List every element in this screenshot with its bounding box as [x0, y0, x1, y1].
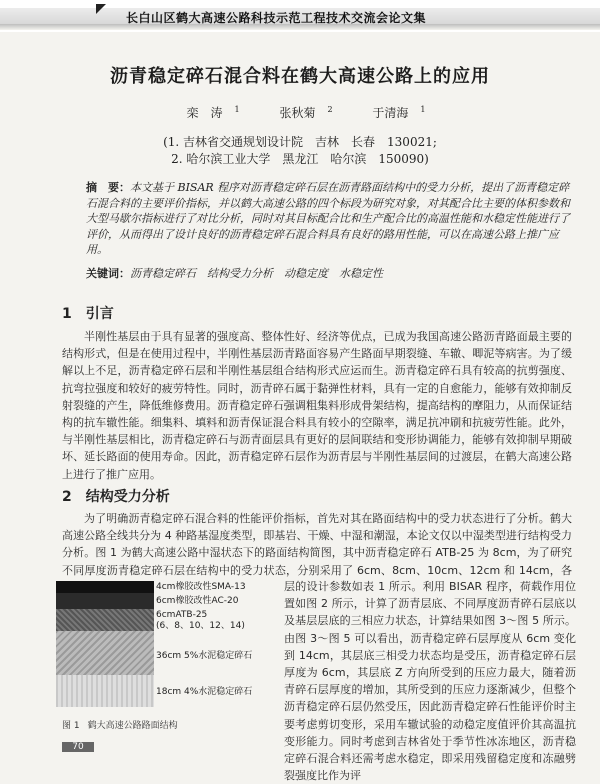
layer-cement-18cm [56, 675, 154, 707]
layer-label: 18cm 4%水泥稳定碎石 [156, 687, 253, 697]
affiliation: (1. 吉林省交通规划设计院 吉林 长春 130021; [163, 135, 437, 149]
keywords-text: 沥青稳定碎石 结构受力分析 动稳定度 水稳定性 [130, 267, 383, 280]
section-heading: 2 结构受力分析 [62, 489, 170, 505]
section2-right-column: 层的设计参数如表 1 所示。利用 BISAR 程序，荷载作用位置如图 2 所示，计算了沥青层底、不同厚度沥青碎石层底以及基层层底的三相应力状态，计算结果如图 3～图 5 所示。由图 3～图 5 可以看出，沥青稳定碎石层厚度从 6cm 变化到 14cm，其层底三相受力状态均是受压，沥青稳定碎石层厚度为 6cm，其层底 Z 方向所受到的压应力最大，随着沥青碎石层厚度的增加，其所受到的压应力逐渐减少，但整个沥青稳定碎石层仍然受压，因此沥青稳定碎石性能评价时主要考虑剪切变形，采用车辙试验的动稳定度值评价其高温抗变形能力。同时考虑到吉林省处于季节性冰冻地区，沥青稳定碎石混合料还需考虑水稳定，即采用残留稳定度和冻融劈裂强度比作为评 [284, 580, 576, 783]
layer-label: 6cm橡胶改性AC-20 [156, 596, 239, 606]
section-heading: 1 引言 [62, 306, 114, 322]
keywords-label: 关键词： [86, 267, 130, 280]
layer-atb25 [56, 609, 154, 631]
author-list [0, 104, 600, 121]
author: 栾 涛 $^1$ [186, 105, 240, 120]
author: 张秋菊 $^2$ [279, 105, 333, 120]
layer-label: (6、8、10、12、14) [156, 621, 245, 631]
layer-ac20 [56, 593, 154, 609]
header-triangle-mark [96, 4, 106, 14]
layer-label: 4cm橡胶改性SMA-13 [156, 582, 246, 592]
layer-label: 6cmATB-25 [156, 610, 208, 620]
layer-label: 36cm 5%水泥稳定碎石 [156, 651, 253, 661]
abstract-label: 摘 要： [86, 181, 130, 194]
abstract [86, 180, 576, 258]
figure-caption: 图 1 鹤大高速公路路面结构 [62, 721, 178, 731]
keywords [86, 265, 576, 281]
layer-cement-36cm [56, 631, 154, 675]
section2-body: 为了明确沥青稳定碎石混合料的性能评价指标，首先对其在路面结构中的受力状态进行了分析。鹤大高速公路全线共分为 4 种路基湿度类型，即基岩、干燥、中湿和潮湿，本论文仅以中湿类型进行结构受力分析。图 1 为鹤大高速公路中湿状态下的路面结构简图，其中沥青稳定碎石 ATB-25 为 8cm，为了研究不同厚度沥青稳定碎石层在结构中的受力状态，分别采用了 6cm、8cm、10cm、12cm 和 14cm，各 [62, 512, 572, 577]
abstract-text: 本文基于 BISAR 程序对沥青稳定碎石层在沥青路面结构中的受力分析，提出了沥青稳定碎石混合料的主要评价指标，并以鹤大高速公路的四个标段为研究对象，对其配合比主要的体积参数和大型马歇尔指标进行了对比分析，同时对其目标配合比和生产配合比的高温性能和水稳定性能进行了评价，从而得出了设计良好的沥青稳定碎石混合料具有良好的路用性能，可以在高速公路上推广应用。 [86, 181, 570, 256]
running-header [0, 0, 600, 32]
paper-title: 沥青稳定碎石混合料在鹤大高速公路上的应用 [110, 66, 490, 87]
pavement-structure-figure [56, 581, 272, 713]
running-title: 长白山区鹤大高速公路科技示范工程技术交流会论文集 [126, 11, 427, 25]
page-number: 70 [62, 742, 94, 752]
affiliation: 2. 哈尔滨工业大学 黑龙江 哈尔滨 150090) [171, 152, 429, 166]
section1-body: 半刚性基层由于具有显著的强度高、整体性好、经济等优点，已成为我国高速公路沥青路面最主要的结构形式，但是在使用过程中，半刚性基层沥青路面容易产生路面早期裂缝、车辙、唧泥等病害。为了缓解以上不足，沥青稳定碎石层和半刚性基层组合结构形式应运而生。沥青稳定碎石具有较高的抗剪强度、抗弯拉强度和较好的疲劳特性。同时，沥青碎石属于黏弹性材料，具有一定的自愈能力，能够有效抑制反射裂缝的产生，降低维修费用。沥青稳定碎石强调粗集料形成骨架结构，提高结构的摩阻力，从而保证结构的抗车辙性能。细集料、填料和沥青保证混合料具有较小的空隙率，满足抗冲刷和抗疲劳性能。此外，与半刚性基层相比，沥青稳定碎石与沥青面层具有更好的层间联结和变形协调能力，能够有效抑制早期破坏、延长路面的使用寿命。因此，沥青稳定碎石层作为沥青层与半刚性基层间的过渡层，在鹤大高速公路上进行了推广应用。 [62, 330, 572, 481]
layer-sma13 [56, 581, 154, 593]
author: 于清海 $^1$ [372, 105, 426, 120]
